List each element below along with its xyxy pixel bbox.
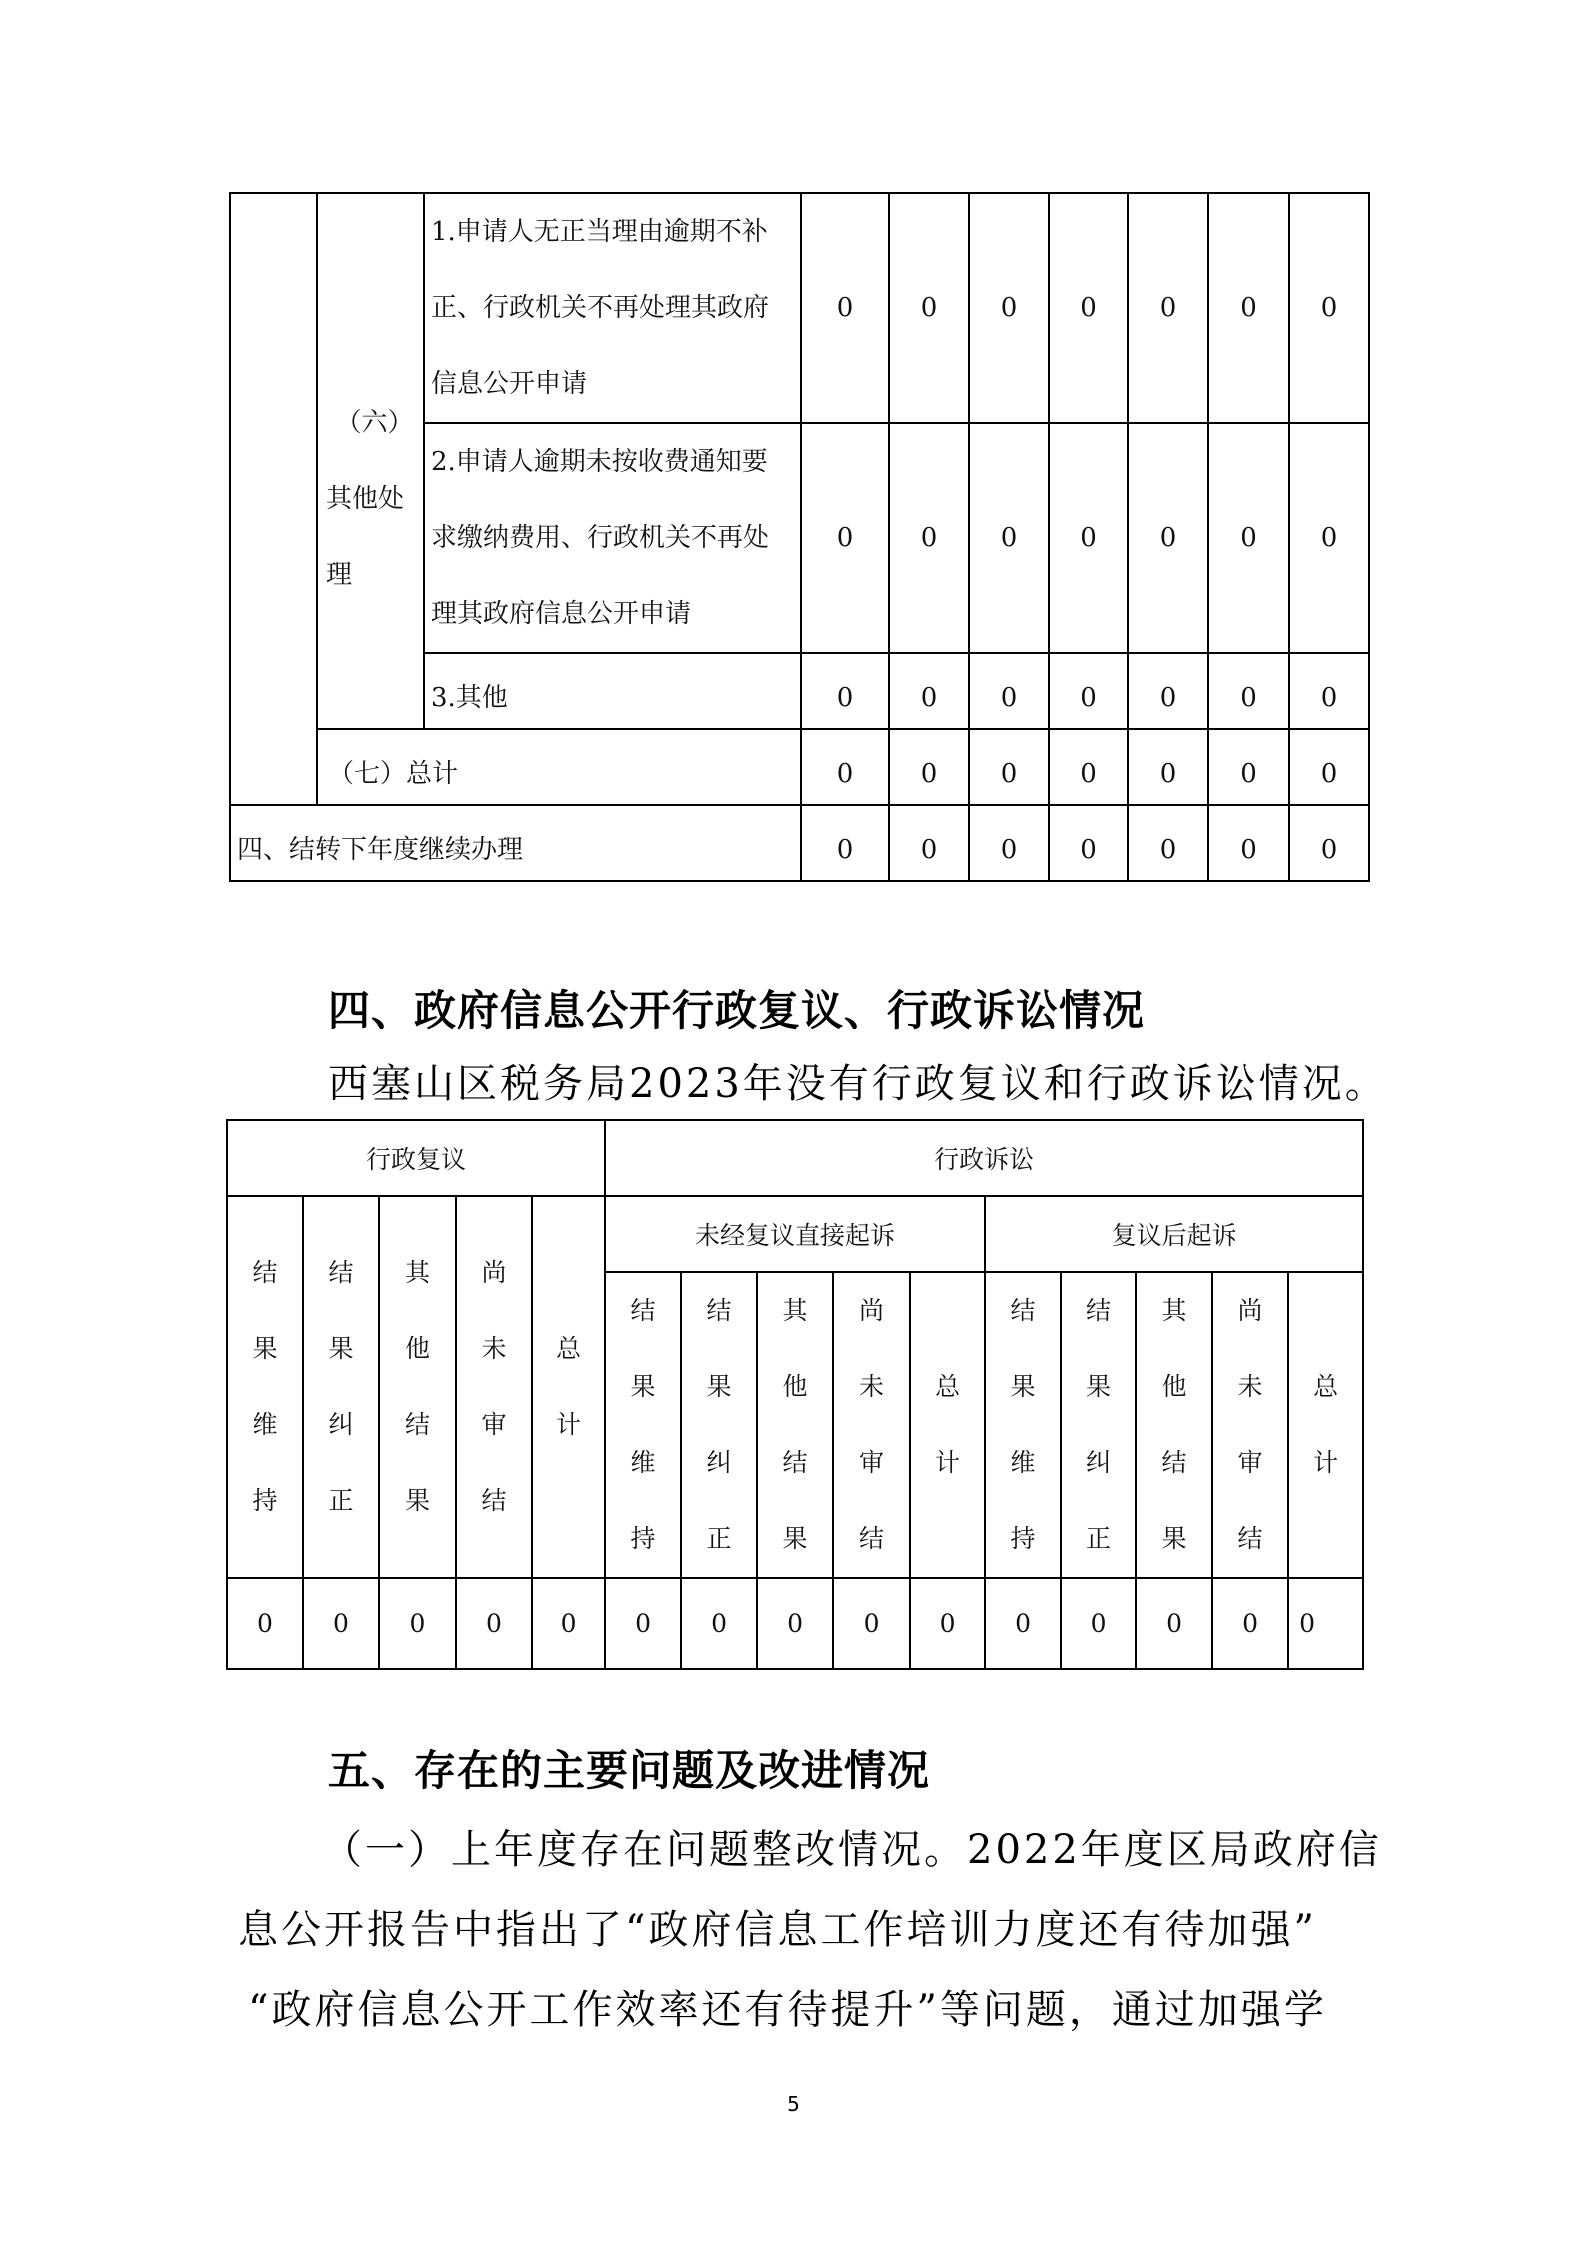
header-char: 正 xyxy=(328,1486,354,1515)
cell-value: 0 xyxy=(456,1578,532,1669)
header-char: 审 xyxy=(481,1410,507,1439)
col-header xyxy=(1212,1272,1288,1578)
cell-value: 0 xyxy=(969,653,1049,729)
cell-value: 0 xyxy=(969,729,1049,805)
cell-value: 0 xyxy=(1289,423,1369,653)
header-direct-litigation: 未经复议直接起诉 xyxy=(605,1196,985,1272)
header-char: 审 xyxy=(859,1448,885,1477)
header-char: 尚 xyxy=(859,1296,885,1325)
cell-value: 0 xyxy=(801,423,889,653)
header-char: 果 xyxy=(782,1524,808,1553)
cell-value: 0 xyxy=(1128,423,1208,653)
cell-value: 0 xyxy=(379,1578,456,1669)
cell-value: 0 xyxy=(910,1578,985,1669)
header-char: 尚 xyxy=(481,1258,507,1287)
header-char: 果 xyxy=(1010,1372,1036,1401)
page-number: 5 xyxy=(787,2092,800,2116)
cell-value: 0 xyxy=(1289,653,1369,729)
cell-value: 0 xyxy=(889,423,969,653)
cell-value: 0 xyxy=(1136,1578,1212,1669)
cell-value: 0 xyxy=(1208,653,1289,729)
header-char: 果 xyxy=(1161,1524,1187,1553)
cell-value: 0 xyxy=(985,1578,1061,1669)
row-label: 2.申请人逾期未按收费通知要 求缴纳费用、行政机关不再处 理其政府信息公开申请 xyxy=(424,423,801,653)
cell-value: 0 xyxy=(889,729,969,805)
header-char: 总 xyxy=(1313,1372,1339,1401)
header-char: 结 xyxy=(1237,1524,1263,1553)
cell-value: 0 xyxy=(833,1578,910,1669)
cell-value: 0 xyxy=(303,1578,379,1669)
col-header xyxy=(532,1196,605,1578)
table-row-total xyxy=(230,729,1369,805)
col-header xyxy=(1061,1272,1136,1578)
cell-value: 0 xyxy=(227,1578,303,1669)
cell-value: 0 xyxy=(801,805,889,881)
header-char: 其 xyxy=(782,1296,808,1325)
header-char: 其 xyxy=(404,1258,430,1287)
header-char: 纠 xyxy=(328,1410,354,1439)
header-char: 未 xyxy=(481,1334,507,1363)
cell-value: 0 xyxy=(1208,805,1289,881)
row-label: 3.其他 xyxy=(424,653,801,729)
section-4-paragraph: 西塞山区税务局2023年没有行政复议和行政诉讼情况。 xyxy=(328,1061,1388,1107)
header-char: 果 xyxy=(252,1334,278,1363)
header-char: 结 xyxy=(1161,1448,1187,1477)
section-heading-5: 五、存在的主要问题及改进情况 xyxy=(328,1746,931,1795)
header-char: 纠 xyxy=(1086,1448,1112,1477)
header-char: 维 xyxy=(1010,1448,1036,1477)
header-char: 尚 xyxy=(1237,1296,1263,1325)
cell-value: 0 xyxy=(1208,423,1289,653)
col-header xyxy=(985,1272,1061,1578)
cell-value: 0 xyxy=(969,805,1049,881)
cell-value: 0 xyxy=(1061,1578,1136,1669)
row-label: 1.申请人无正当理由逾期不补 正、行政机关不再处理其政府 信息公开申请 xyxy=(424,193,801,423)
header-after-review-litigation: 复议后起诉 xyxy=(985,1196,1363,1272)
cell-value: 0 xyxy=(801,653,889,729)
cell-value: 0 xyxy=(969,423,1049,653)
col-header xyxy=(833,1272,910,1578)
data-row xyxy=(227,1578,1363,1669)
col-header xyxy=(303,1196,379,1578)
cell-value: 0 xyxy=(801,193,889,423)
header-char: 他 xyxy=(404,1334,430,1363)
section-heading-4: 四、政府信息公开行政复议、行政诉讼情况 xyxy=(328,986,1146,1035)
cell-value: 0 xyxy=(889,805,969,881)
cell-value: 0 xyxy=(969,193,1049,423)
cell-value: 0 xyxy=(1212,1578,1288,1669)
cell-value: 0 xyxy=(1289,193,1369,423)
cell-value: 0 xyxy=(757,1578,833,1669)
header-char: 结 xyxy=(859,1524,885,1553)
header-char: 总 xyxy=(556,1334,582,1363)
cell-value: 0 xyxy=(1288,1578,1363,1669)
cell-value: 0 xyxy=(1049,729,1128,805)
header-char: 结 xyxy=(1010,1296,1036,1325)
header-char: 计 xyxy=(935,1448,961,1477)
cell-value: 0 xyxy=(1128,729,1208,805)
outer-group-cell xyxy=(230,193,317,805)
cell-value: 0 xyxy=(1208,729,1289,805)
row-label-total: （七）总计 xyxy=(317,729,801,805)
section-5-paragraph-line: “政府信息公开工作效率还有待提升”等问题，通过加强学 xyxy=(248,1987,1327,2033)
header-char: 结 xyxy=(404,1410,430,1439)
col-header xyxy=(227,1196,303,1578)
header-char: 结 xyxy=(630,1296,656,1325)
header-char: 计 xyxy=(1313,1448,1339,1477)
cell-value: 0 xyxy=(889,653,969,729)
cell-value: 0 xyxy=(1049,423,1128,653)
header-char: 结 xyxy=(252,1258,278,1287)
header-char: 持 xyxy=(252,1486,278,1515)
group-label-other-processing: （六） 其他处 理 xyxy=(317,193,424,729)
processing-results-table xyxy=(229,192,1370,882)
header-char: 结 xyxy=(328,1258,354,1287)
col-header xyxy=(1136,1272,1212,1578)
col-header xyxy=(379,1196,456,1578)
review-litigation-table xyxy=(226,1119,1364,1670)
header-char: 纠 xyxy=(706,1448,732,1477)
cell-value: 0 xyxy=(1049,193,1128,423)
cell-value: 0 xyxy=(889,193,969,423)
table-row-carry-over xyxy=(230,805,1369,881)
header-char: 结 xyxy=(782,1448,808,1477)
col-header xyxy=(681,1272,757,1578)
cell-value: 0 xyxy=(1128,805,1208,881)
header-char: 果 xyxy=(404,1486,430,1515)
header-row xyxy=(227,1120,1363,1196)
cell-value: 0 xyxy=(532,1578,605,1669)
header-char: 正 xyxy=(706,1524,732,1553)
header-char: 结 xyxy=(706,1296,732,1325)
cell-value: 0 xyxy=(1049,653,1128,729)
header-char: 未 xyxy=(1237,1372,1263,1401)
section-5-paragraph-line: 息公开报告中指出了“政府信息工作培训力度还有待加强” xyxy=(238,1907,1317,1953)
header-char: 结 xyxy=(1086,1296,1112,1325)
col-header xyxy=(757,1272,833,1578)
header-char: 果 xyxy=(1086,1372,1112,1401)
col-header xyxy=(605,1272,681,1578)
header-char: 计 xyxy=(556,1410,582,1439)
header-char: 果 xyxy=(328,1334,354,1363)
cell-value: 0 xyxy=(1208,193,1289,423)
header-char: 持 xyxy=(1010,1524,1036,1553)
header-char: 果 xyxy=(706,1372,732,1401)
cell-value: 0 xyxy=(801,729,889,805)
cell-value: 0 xyxy=(1289,805,1369,881)
header-char: 其 xyxy=(1161,1296,1187,1325)
cell-value: 0 xyxy=(681,1578,757,1669)
cell-value: 0 xyxy=(605,1578,681,1669)
col-header xyxy=(910,1272,985,1578)
header-char: 他 xyxy=(782,1372,808,1401)
header-char: 正 xyxy=(1086,1524,1112,1553)
cell-value: 0 xyxy=(1128,653,1208,729)
cell-value: 0 xyxy=(1128,193,1208,423)
header-row xyxy=(227,1196,1363,1272)
header-char: 总 xyxy=(935,1372,961,1401)
header-char: 维 xyxy=(252,1410,278,1439)
col-header xyxy=(456,1196,532,1578)
table-row xyxy=(230,193,1369,423)
header-char: 未 xyxy=(859,1372,885,1401)
header-char: 维 xyxy=(630,1448,656,1477)
cell-value: 0 xyxy=(1289,729,1369,805)
header-char: 结 xyxy=(481,1486,507,1515)
section-5-paragraph-line: （一）上年度存在问题整改情况。2022年度区局政府信 xyxy=(322,1827,1382,1873)
cell-value: 0 xyxy=(1049,805,1128,881)
header-char: 审 xyxy=(1237,1448,1263,1477)
col-header xyxy=(1288,1272,1363,1578)
header-admin-review: 行政复议 xyxy=(227,1120,605,1196)
header-char: 果 xyxy=(630,1372,656,1401)
row-label-carry-over: 四、结转下年度继续办理 xyxy=(230,805,801,881)
header-char: 持 xyxy=(630,1524,656,1553)
header-admin-litigation: 行政诉讼 xyxy=(605,1120,1363,1196)
header-char: 他 xyxy=(1161,1372,1187,1401)
